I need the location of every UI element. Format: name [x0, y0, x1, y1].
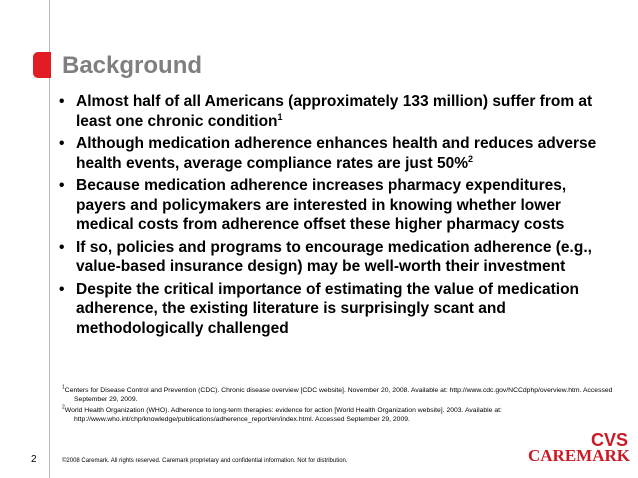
page-number: 2 [31, 454, 37, 465]
footnote-ref: 1 [277, 111, 283, 122]
title-accent-block [33, 52, 51, 78]
cvs-caremark-logo [528, 430, 632, 470]
bullet-item [58, 176, 618, 235]
bullet-text: If so, policies and programs to encourage medication adherence (e.g., value-based insurance design) may be well-worth their investment [76, 238, 592, 275]
bullet-item [58, 238, 618, 277]
bullet-icon: • [59, 238, 65, 256]
footnote-text: Centers for Disease Control and Prevention (CDC). Chronic disease overview [CDC website]. November 20, 2008. Available at: http://www.cdc.gov/NCCdphp/overview.htm. Accessed [64, 387, 613, 394]
footnote-number: 2 [62, 404, 65, 411]
bullet-icon: • [59, 177, 65, 194]
footnote-text-continued: September 29, 2009. [74, 395, 138, 403]
bullet-item [58, 92, 618, 131]
logo-caremark-text: CAREMARK [528, 446, 630, 465]
footnote-2 [62, 404, 622, 424]
bullet-text: Because medication adherence increases pharmacy expenditures, payers and policymakers are interested in knowing whether lower medical costs from adherence offset these higher pharmacy costs [76, 177, 567, 233]
footnote-link[interactable]: http://www.who.int/chp/knowledge/publications/adherence_report/en/index.html. Accessed September 29, 2009. [74, 415, 410, 423]
bullet-item [58, 280, 618, 339]
bullet-text: Although medication adherence enhances health and reduces adverse health events, average compliance rates are just 50% [76, 135, 597, 172]
footnote-ref: 2 [468, 153, 474, 164]
bullet-item [58, 134, 618, 173]
bullet-icon: • [59, 280, 65, 298]
bullet-text: Almost half of all Americans (approximately 133 million) suffer from at least one chronic condition [76, 93, 593, 130]
logo-cvs-text: CVS [590, 430, 628, 450]
slide-title: Background [62, 52, 203, 79]
footnote-text: World Health Organization (WHO). Adherence to long-term therapies: evidence for action [World Health Organization website]. 2003. Available at: [64, 407, 502, 415]
bullet-text: Despite the critical importance of estimating the value of medication adherence, the existing literature is surprisingly scant and methodologically challenged [76, 280, 580, 337]
footnote-number: 1 [62, 384, 65, 391]
copyright-notice: ©2008 Caremark. All rights reserved. Caremark proprietary and confidential information. Not for distribution. [62, 458, 348, 464]
bullet-list [58, 92, 618, 341]
footnotes [62, 384, 622, 427]
bullet-icon: • [59, 93, 65, 110]
footnote-1 [62, 384, 622, 404]
bullet-icon: • [59, 135, 65, 152]
